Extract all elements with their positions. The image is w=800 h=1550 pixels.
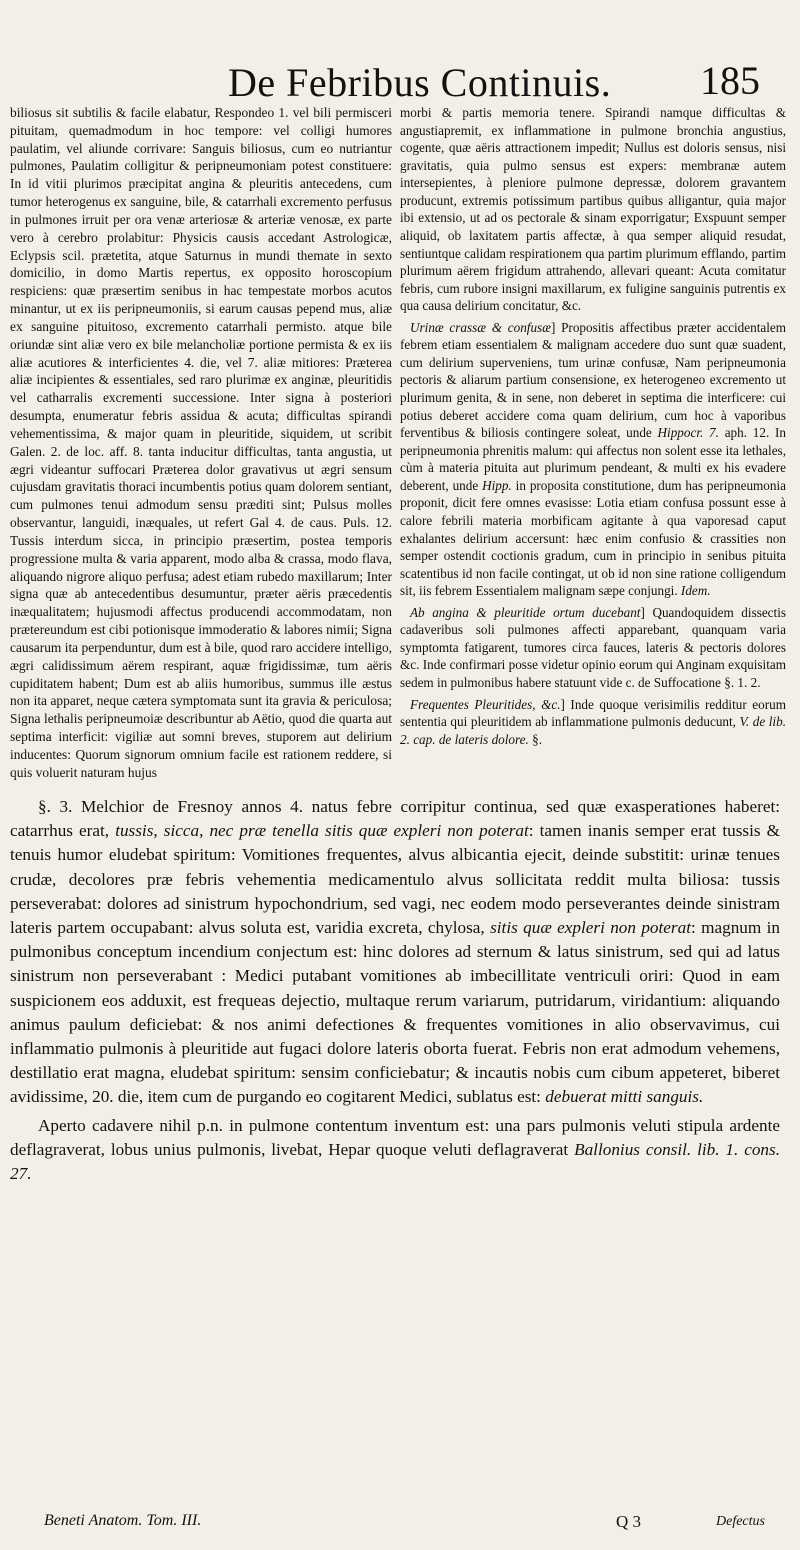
page-footer [0,1512,800,1546]
left-column [10,104,392,781]
attribution: Idem. [680,583,711,599]
reference: Hippocr. 7. [657,425,719,441]
footer-title: Beneti Anatom. Tom. III. [44,1512,202,1529]
running-title: De Febribus Continuis. [228,60,612,105]
commentary-angina: Ab angina & pleuritide ortum ducebant] Quandoquidem dissectis cadaveribus soli pulmones affecti apparebant, quanquam varia symptomta fatigarent, tumores circa fauces, lateris & pectoris dolores &c. Inde confirmari posse videtur opinio eorum qui Anginam exquisitam sedem in pulmonibus habere statuunt vide c. de Suffocatione §. 1. 2. [400,604,786,690]
case-paragraph: §. 3. Melchior de Fresnoy annos 4. natus febre corripitur continua, sed quæ exasperationes haberet: catarrhus erat, tussis, sicca, nec præ tenella sitis quæ expleri non poterat: tamen inanis semper erat tussis & tenuis humor eludebat spiritum: Vomitiones frequentes, alvus albicantia ejecit, deinde substitit: urinæ tenues crudæ, decolores præ febris vehementia medicamentulo alvus sollicitata reddit multa biliosa: tussis perseverabat: dolores ad sinistrum hypochondrium, sed vagi, nec eodem modo perseverantes deinde sinistram lateris partem occupabant: alvus soluta est, varidia excreta, chylosa, sitis quæ expleri non poterat: magnum in pulmonibus conceptum incendium conjectum est: hinc dolores ad sternum & latus sinistrum, sed qui ad latus sinistrum non perseverabant : Medici putabant vomitiones ab imbecillitate ventriculi oriri: Quod in eam suspicionem eos adduxit, est frequeas dejectio, multaque rerum variarum, putridarum, viridantium: aliquando animus paulum deficiebat: & nos animi defectiones & frequentes vomitiones in alio observavimus, cui inflammatio pulmonis à pleuritide aut fugaci dolore lateris oborta fuerat. Febris non erat admodum vehemens, destillatio erat magna, eludebat spiritum: sensim conficiebatur; & incautis nobis cum cibum appeteret, biberet avidissime, 20. die, item cum de purgando eo cogitarent Medici, sublatus est: debuerat mitti sanguis. [10,797,780,1107]
commentary-pleuritides: Frequentes Pleuritides, &c.] Inde quoque verisimilis redditur eorum sententia qui pleuritidem ab inflammatione pulmonis deducunt, V. de lib. 2. cap. de lateris dolore. §. [400,696,786,747]
page-number: 185 [700,58,760,103]
reference: Hipp. [482,477,512,493]
lemma: Ab angina & pleuritide ortum ducebant [410,604,641,620]
page-header [0,58,800,108]
catchword: Defectus [716,1514,765,1529]
case-section [10,795,780,1186]
lemma: Urinæ crassæ & confusæ [410,319,551,335]
right-column [400,104,786,748]
lemma: Frequentes Pleuritides, &c. [410,696,561,712]
reference: V. de lib. 2. cap. de lateris dolore. [400,714,786,747]
autopsy-paragraph: Aperto cadavere nihil p.n. in pulmone contentum inventum est: una pars pulmonis veluti stipula ardente deflagraverat, lobus unius pulmonis, livebat, Hepar quoque veluti deflagraverat Ballonius consil. lib. 1. cons. 27. [10,1115,780,1184]
reference: Ballonius consil. lib. 1. cons. 27. [10,1139,780,1184]
left-paragraph: biliosus sit subtilis & facile elabatur, Respondeo 1. vel bili permisceri pituitam, quemadmodum in hoc tempore: vel colligi humores paulatim, vel aliunde corrivare: Sanguis biliosus, cum eo nutriantur pulmones, Paulatim colligitur & peripneumoniam potest constituere: In id vitii plurimos præcipitat angina & pleuritis antecedens, cum tumor heterogenus ex sanguine, bile, & catarrhali excremento perfusus in pulmones irruit per ora venæ arteriosæ & arteriæ venosæ, ex parte vero à cerebro prolabitur: Physicis causis accedant Astrologicæ, Eclypsis scil. prætetita, atque Saturnus in mundi themate in sexto domicilio, in domo Martis repertus, ex opposito horoscopium respiciens: quæ præsertim senibus in hac tempestate morbos acutos minantur, ut ex iis peripneumoniis, si earum causas pepend mus, aliæ ex sanguine pituitoso, excremento catarrhali permisto. atque bile oriundæ sint aliæ vero ex bile melancholiæ portione permista & ex iis aliæ acutiores & interficientes 4. die, vel 7. aliæ mitiores: Præterea aliæ incipientes & essentiales, sed raro plurimæ ex anginæ, pleuritidis vel catharralis excrementi successione. Inter signa à posteriori desumpta, enumeratur febris assidua & acuta; difficultas spirandi vehementissima, & major quam in pleuritide, siquidem, ut scribit Galen. 2. de loc. aff. 8. tanta inducitur difficultas, tanta angustia, ut ægri videantur suffocari Præterea dolor gravativus ut ægri sensum cujusdam gravitatis thoraci incumbentis potius quam dolorem sentiant, cum pulmones tenui admodum sensu præditi sint; Pulsus molles observantur, languidi, inæquales, ut refert Gal 4. de caus. Puls. 12. Tussis interdum sicca, in principio præsertim, postea temporis progressione multa & varia apparent, modo alba & crassa, modo flava, aliquando nigrore aliquo perfusa; adest etiam rubedo maxillarum; Inter signa quæ ab antecedentibus desumuntur, præter aëris præcedentis inæqualitatem; hujusmodi affectus producendi accommodatam, non prætereundum est cibi potionisque immoderatio & labores nimii; Signa causarum ita perpenduntur, dum est à bile, quod raro accidere intelligo, ægri calidissimum aërem respirant, aquæ frigidissimæ, tum aëris cupiditatem habent; Dum est ab aliis humoribus, summus ille æstus non ita apparet, neque cætera symptomata sunt ita gravia & periculosa; Signa lethalis peripneumoiæ describuntur ab Aëtio, quod die quarta aut septima interficit: vigiliæ aut somni breves, stuporem aut delirium inducentes: Quorum signorum omnium facile est rationem reddere, si quis voluerit naturam hujus [10,105,392,780]
commentary-urinae: Urinæ crassæ & confusæ] Propositis affectibus præter accidentalem febrem etiam essentialem & malignam accedere duo sunt quæ suadent, cum delirium superveniens, tum urinæ confusæ, Nam peripneumonia pectoris & aliarum partium consensione, ex heterogeneo excremento ut plurimum genita, & in sene, non deberet in septima die interficere: cui potius deberet accidere coma quam delirium, cum hoc à vaporibus ferventibus & biliosis contingere soleat, unde Hippocr. 7. aph. 12. In peripneumonia phrenitis malum: qui affectus non solent esse ita lethales, cùm à materia pituita aut plurimum pendeant, & multi ex his evadere deberent, unde Hipp. in proposita constitutione, dum has peripneumonia proponit, dicit fere omnes evasisse: Lotia etiam confusa possunt esse à calore febrili materia morbificam agitante à qua vaporesad caput exhalantes delirium accersunt: hæc enim confusio & crassities non semper ostendit coctionis gradum, cum in principio in senibus pituita scatentibus id non facile contingat, ut ob id non sine ratione colligendum sit, iis febrem Essentialem malignam sæpe conjungi. Idem. [400,319,786,599]
signature-mark: Q 3 [616,1512,642,1531]
right-paragraph-continuation: morbi & partis memoria tenere. Spirandi namque difficultas & angustiapremit, ex inflammatione in pulmone bronchia angustius, cogente, quæ aëris attractionem impedit; Nullus est doloris sensus, nisi gravitatis, quia pulmo sensus est expers: membranæ autem intersepientes, à pleniore pulmone depressæ, dolorem gravantem producunt, extremis potissimum partibus quibus alligantur, quia major ibi extensio, ut ad os pectorale & sinam exporrigatur; Exspuunt semper aliquid, ob laxitatem partis affectæ, à qua semper aliquid resudat, sentiuntque calidam respirationem qua partim plurimum efflando, partim plurimum aërem frigidum attrahendo, allevari queant: Acuta comitatur febris, cum rubore insigni maxillarum, ex fuligine sanguinis putrentis ex qua causa delirium concitatur, &c. [400,105,786,314]
two-column-commentary [0,104,800,789]
